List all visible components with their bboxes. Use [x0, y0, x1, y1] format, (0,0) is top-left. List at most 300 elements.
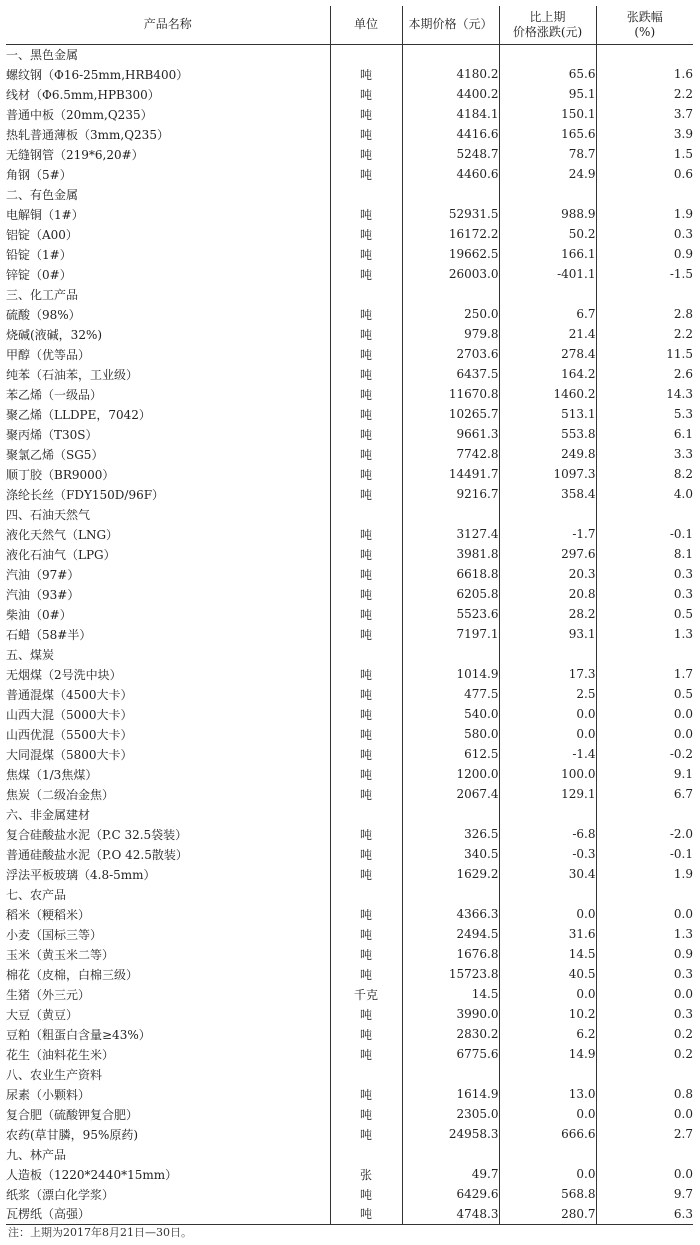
- pct-change-cell: 6.7: [596, 784, 693, 804]
- product-name-cell: 普通硅酸盐水泥（P.O 42.5散装）: [6, 847, 188, 862]
- pct-change-cell: 0.0: [596, 904, 693, 924]
- unit-cell: 吨: [330, 124, 402, 144]
- price-cell: 6618.8: [402, 564, 499, 584]
- table-row: [6, 1184, 693, 1204]
- unit-cell: 吨: [330, 1044, 402, 1064]
- empty-cell: [330, 504, 402, 524]
- product-name-cell: 山西大混（5000大卡）: [6, 707, 133, 722]
- price-cell: 340.5: [402, 844, 499, 864]
- price-cell: 5248.7: [402, 144, 499, 164]
- price-change-cell: 249.8: [499, 444, 596, 464]
- empty-cell: [499, 184, 596, 204]
- table-body: [6, 44, 693, 1224]
- price-change-cell: 24.9: [499, 164, 596, 184]
- empty-cell: [596, 804, 693, 824]
- product-name-cell: 焦炭（二级冶金焦）: [6, 787, 115, 802]
- unit-cell: 张: [330, 1164, 402, 1184]
- price-change-cell: 165.6: [499, 124, 596, 144]
- product-name-cell: 复合肥（硫酸钾复合肥）: [6, 1107, 139, 1122]
- table-row: [6, 964, 693, 984]
- unit-cell: 吨: [330, 484, 402, 504]
- product-name-cell: 复合硅酸盐水泥（P.C 32.5袋装）: [6, 827, 188, 842]
- unit-cell: 吨: [330, 824, 402, 844]
- header-unit: 单位: [330, 6, 402, 44]
- price-cell: 540.0: [402, 704, 499, 724]
- unit-cell: 吨: [330, 844, 402, 864]
- price-cell: 1676.8: [402, 944, 499, 964]
- product-name-cell: 无烟煤（2号洗中块）: [6, 667, 122, 682]
- pct-change-cell: 2.6: [596, 364, 693, 384]
- empty-cell: [499, 884, 596, 904]
- price-change-cell: 568.8: [499, 1184, 596, 1204]
- product-name-cell: 电解铜（1#）: [6, 207, 84, 222]
- unit-cell: 吨: [330, 204, 402, 224]
- empty-cell: [499, 504, 596, 524]
- unit-cell: 吨: [330, 564, 402, 584]
- pct-change-cell: 1.3: [596, 924, 693, 944]
- pct-change-cell: 3.3: [596, 444, 693, 464]
- header-pct-change-line2: (%): [634, 24, 656, 39]
- category-row: [6, 44, 693, 64]
- unit-cell: 吨: [330, 324, 402, 344]
- pct-change-cell: 0.5: [596, 684, 693, 704]
- empty-cell: [596, 1064, 693, 1084]
- unit-cell: 吨: [330, 544, 402, 564]
- empty-cell: [596, 644, 693, 664]
- price-change-cell: 93.1: [499, 624, 596, 644]
- pct-change-cell: -0.2: [596, 744, 693, 764]
- pct-change-cell: 5.3: [596, 404, 693, 424]
- product-name-cell: 甲醇（优等品）: [6, 347, 91, 362]
- product-name-cell: 铝锭（A00）: [6, 227, 78, 242]
- price-change-cell: 0.0: [499, 1164, 596, 1184]
- price-change-cell: 988.9: [499, 204, 596, 224]
- price-cell: 49.7: [402, 1164, 499, 1184]
- unit-cell: 吨: [330, 144, 402, 164]
- category-row: [6, 284, 693, 304]
- empty-cell: [330, 884, 402, 904]
- product-name-cell: 聚氯乙烯（SG5）: [6, 447, 104, 462]
- product-name-cell: 普通混煤（4500大卡）: [6, 687, 133, 702]
- product-name-cell: 螺纹钢（Φ16-25mm,HRB400）: [6, 67, 189, 82]
- pct-change-cell: 0.3: [596, 964, 693, 984]
- pct-change-cell: 14.3: [596, 384, 693, 404]
- unit-cell: 吨: [330, 84, 402, 104]
- product-name-cell: 汽油（97#）: [6, 567, 80, 582]
- table-row: [6, 484, 693, 504]
- pct-change-cell: -0.1: [596, 844, 693, 864]
- price-change-cell: 14.9: [499, 1044, 596, 1064]
- price-change-cell: 20.8: [499, 584, 596, 604]
- product-name-cell: 液化天然气（LNG）: [6, 527, 119, 542]
- price-change-cell: 280.7: [499, 1204, 596, 1224]
- category-row: [6, 1144, 693, 1164]
- table-header-row: [6, 6, 693, 44]
- empty-cell: [499, 284, 596, 304]
- table-row: [6, 1024, 693, 1044]
- pct-change-cell: 0.5: [596, 604, 693, 624]
- category-title: 五、煤炭: [6, 647, 55, 662]
- table-row: [6, 144, 693, 164]
- header-product-name: 产品名称: [143, 17, 192, 32]
- table-row: [6, 724, 693, 744]
- product-name-cell: 棉花（皮棉，白棉三级）: [6, 967, 139, 982]
- pct-change-cell: 0.0: [596, 704, 693, 724]
- empty-cell: [330, 1064, 402, 1084]
- pct-change-cell: 6.1: [596, 424, 693, 444]
- empty-cell: [330, 44, 402, 64]
- price-change-cell: 129.1: [499, 784, 596, 804]
- header-pct-change: [596, 6, 693, 44]
- table-row: [6, 784, 693, 804]
- pct-change-cell: 1.9: [596, 864, 693, 884]
- pct-change-cell: 3.7: [596, 104, 693, 124]
- category-row: [6, 184, 693, 204]
- table-row: [6, 764, 693, 784]
- price-change-cell: 164.2: [499, 364, 596, 384]
- empty-cell: [330, 804, 402, 824]
- unit-cell: 吨: [330, 864, 402, 884]
- price-cell: 24958.3: [402, 1124, 499, 1144]
- pct-change-cell: 6.3: [596, 1204, 693, 1224]
- unit-cell: 吨: [330, 604, 402, 624]
- empty-cell: [330, 1144, 402, 1164]
- empty-cell: [402, 804, 499, 824]
- product-name-cell: 豆粕（粗蛋白含量≥43%）: [6, 1027, 151, 1042]
- category-row: [6, 644, 693, 664]
- product-name-cell: 大同混煤（5800大卡）: [6, 747, 133, 762]
- unit-cell: 吨: [330, 904, 402, 924]
- price-change-cell: 0.0: [499, 724, 596, 744]
- pct-change-cell: 0.8: [596, 1084, 693, 1104]
- unit-cell: 吨: [330, 244, 402, 264]
- table-row: [6, 624, 693, 644]
- price-change-cell: 100.0: [499, 764, 596, 784]
- price-cell: 6775.6: [402, 1044, 499, 1064]
- pct-change-cell: 2.8: [596, 304, 693, 324]
- unit-cell: 吨: [330, 104, 402, 124]
- unit-cell: 吨: [330, 924, 402, 944]
- empty-cell: [402, 1064, 499, 1084]
- price-change-cell: 40.5: [499, 964, 596, 984]
- price-change-cell: 0.0: [499, 984, 596, 1004]
- empty-cell: [596, 504, 693, 524]
- price-cell: 52931.5: [402, 204, 499, 224]
- price-cell: 2494.5: [402, 924, 499, 944]
- price-cell: 9661.3: [402, 424, 499, 444]
- pct-change-cell: 0.0: [596, 1164, 693, 1184]
- price-change-cell: 0.0: [499, 704, 596, 724]
- price-cell: 580.0: [402, 724, 499, 744]
- pct-change-cell: 0.3: [596, 564, 693, 584]
- pct-change-cell: 0.6: [596, 164, 693, 184]
- price-cell: 4400.2: [402, 84, 499, 104]
- category-title: 二、有色金属: [6, 187, 79, 202]
- empty-cell: [596, 884, 693, 904]
- category-row: [6, 884, 693, 904]
- unit-cell: 吨: [330, 344, 402, 364]
- price-change-cell: 14.5: [499, 944, 596, 964]
- empty-cell: [499, 1064, 596, 1084]
- price-cell: 1629.2: [402, 864, 499, 884]
- table-row: [6, 584, 693, 604]
- product-name-cell: 生猪（外三元）: [6, 987, 91, 1002]
- unit-cell: 千克: [330, 984, 402, 1004]
- pct-change-cell: 2.2: [596, 84, 693, 104]
- price-change-cell: -401.1: [499, 264, 596, 284]
- price-change-cell: 513.1: [499, 404, 596, 424]
- price-change-cell: 553.8: [499, 424, 596, 444]
- unit-cell: 吨: [330, 524, 402, 544]
- price-cell: 14.5: [402, 984, 499, 1004]
- price-cell: 7742.8: [402, 444, 499, 464]
- price-change-cell: 278.4: [499, 344, 596, 364]
- table-row: [6, 424, 693, 444]
- product-name-cell: 铅锭（1#）: [6, 247, 72, 262]
- table-row: [6, 824, 693, 844]
- product-name-cell: 液化石油气（LPG）: [6, 547, 116, 562]
- pct-change-cell: -0.1: [596, 524, 693, 544]
- unit-cell: 吨: [330, 224, 402, 244]
- unit-cell: 吨: [330, 304, 402, 324]
- price-cell: 3127.4: [402, 524, 499, 544]
- unit-cell: 吨: [330, 1124, 402, 1144]
- price-cell: 11670.8: [402, 384, 499, 404]
- product-name-cell: 稻米（粳稻米）: [6, 907, 91, 922]
- price-cell: 3981.8: [402, 544, 499, 564]
- table-row: [6, 564, 693, 584]
- pct-change-cell: 0.3: [596, 224, 693, 244]
- price-change-cell: 28.2: [499, 604, 596, 624]
- table-row: [6, 104, 693, 124]
- price-cell: 2067.4: [402, 784, 499, 804]
- pct-change-cell: 1.6: [596, 64, 693, 84]
- table-row: [6, 164, 693, 184]
- product-name-cell: 浮法平板玻璃（4.8-5mm）: [6, 867, 156, 882]
- pct-change-cell: 0.0: [596, 1104, 693, 1124]
- price-change-cell: 30.4: [499, 864, 596, 884]
- category-row: [6, 504, 693, 524]
- price-cell: 9216.7: [402, 484, 499, 504]
- unit-cell: 吨: [330, 424, 402, 444]
- product-name-cell: 聚丙烯（T30S）: [6, 427, 98, 442]
- empty-cell: [596, 44, 693, 64]
- price-cell: 4460.6: [402, 164, 499, 184]
- empty-cell: [402, 644, 499, 664]
- pct-change-cell: 0.9: [596, 244, 693, 264]
- empty-cell: [402, 184, 499, 204]
- price-cell: 4180.2: [402, 64, 499, 84]
- table-row: [6, 524, 693, 544]
- price-cell: 1614.9: [402, 1084, 499, 1104]
- table-row: [6, 1204, 693, 1224]
- price-change-cell: 13.0: [499, 1084, 596, 1104]
- price-change-cell: 358.4: [499, 484, 596, 504]
- pct-change-cell: 9.7: [596, 1184, 693, 1204]
- product-name-cell: 大豆（黄豆）: [6, 1007, 79, 1022]
- price-change-cell: 21.4: [499, 324, 596, 344]
- table-row: [6, 224, 693, 244]
- pct-change-cell: 8.1: [596, 544, 693, 564]
- price-cell: 4366.3: [402, 904, 499, 924]
- price-cell: 14491.7: [402, 464, 499, 484]
- price-cell: 612.5: [402, 744, 499, 764]
- unit-cell: 吨: [330, 264, 402, 284]
- product-name-cell: 瓦楞纸（高强）: [6, 1207, 91, 1222]
- pct-change-cell: 0.2: [596, 1044, 693, 1064]
- pct-change-cell: 1.9: [596, 204, 693, 224]
- price-change-cell: -1.7: [499, 524, 596, 544]
- category-title: 八、农业生产资料: [6, 1067, 103, 1082]
- unit-cell: 吨: [330, 744, 402, 764]
- product-name-cell: 涤纶长丝（FDY150D/96F）: [6, 487, 165, 502]
- price-change-cell: 2.5: [499, 684, 596, 704]
- unit-cell: 吨: [330, 964, 402, 984]
- product-name-cell: 硫酸（98%）: [6, 307, 81, 322]
- empty-cell: [402, 44, 499, 64]
- table-row: [6, 64, 693, 84]
- product-name-cell: 汽油（93#）: [6, 587, 80, 602]
- table-row: [6, 264, 693, 284]
- header-current-price: 本期价格（元）: [402, 6, 499, 44]
- product-name-cell: 锌锭（0#）: [6, 267, 72, 282]
- empty-cell: [499, 644, 596, 664]
- unit-cell: 吨: [330, 364, 402, 384]
- product-name-cell: 焦煤（1/3焦煤）: [6, 767, 98, 782]
- empty-cell: [402, 884, 499, 904]
- empty-cell: [330, 284, 402, 304]
- header-pct-change-line1: 张跌幅: [626, 9, 663, 24]
- pct-change-cell: 1.7: [596, 664, 693, 684]
- category-title: 六、非金属建材: [6, 807, 91, 822]
- product-name-cell: 聚乙烯（LLDPE，7042）: [6, 407, 151, 422]
- header-price-change-line2: 价格涨跌(元): [512, 24, 583, 39]
- table-row: [6, 304, 693, 324]
- product-name-cell: 石蜡（58#半）: [6, 627, 92, 642]
- table-row: [6, 544, 693, 564]
- table-row: [6, 1124, 693, 1144]
- price-change-cell: 0.0: [499, 1104, 596, 1124]
- table-row: [6, 1104, 693, 1124]
- table-row: [6, 404, 693, 424]
- unit-cell: 吨: [330, 664, 402, 684]
- unit-cell: 吨: [330, 624, 402, 644]
- table-row: [6, 1004, 693, 1024]
- table-row: [6, 844, 693, 864]
- pct-change-cell: -1.5: [596, 264, 693, 284]
- price-cell: 477.5: [402, 684, 499, 704]
- pct-change-cell: 1.5: [596, 144, 693, 164]
- price-cell: 326.5: [402, 824, 499, 844]
- table-row: [6, 464, 693, 484]
- product-name-cell: 无缝钢管（219*6,20#）: [6, 147, 144, 162]
- unit-cell: 吨: [330, 584, 402, 604]
- empty-cell: [499, 804, 596, 824]
- table-row: [6, 704, 693, 724]
- pct-change-cell: 0.0: [596, 984, 693, 1004]
- pct-change-cell: 8.2: [596, 464, 693, 484]
- unit-cell: 吨: [330, 724, 402, 744]
- pct-change-cell: -2.0: [596, 824, 693, 844]
- pct-change-cell: 4.0: [596, 484, 693, 504]
- pct-change-cell: 0.9: [596, 944, 693, 964]
- table-row: [6, 124, 693, 144]
- header-price-change-line1: 比上期: [529, 9, 566, 24]
- product-name-cell: 柴油（0#）: [6, 607, 72, 622]
- header-price-change: [499, 6, 596, 44]
- table-row: [6, 444, 693, 464]
- price-change-cell: 95.1: [499, 84, 596, 104]
- price-change-cell: 166.1: [499, 244, 596, 264]
- product-name-cell: 农药(草甘膦，95%原药): [6, 1127, 139, 1142]
- unit-cell: 吨: [330, 1004, 402, 1024]
- price-change-cell: 0.0: [499, 904, 596, 924]
- price-change-cell: 10.2: [499, 1004, 596, 1024]
- empty-cell: [596, 184, 693, 204]
- price-change-cell: 20.3: [499, 564, 596, 584]
- table-row: [6, 1084, 693, 1104]
- pct-change-cell: 0.0: [596, 724, 693, 744]
- table-row: [6, 324, 693, 344]
- table-row: [6, 604, 693, 624]
- table-row: [6, 1044, 693, 1064]
- price-change-cell: -6.8: [499, 824, 596, 844]
- pct-change-cell: 0.3: [596, 584, 693, 604]
- unit-cell: 吨: [330, 944, 402, 964]
- pct-change-cell: 11.5: [596, 344, 693, 364]
- price-cell: 4416.6: [402, 124, 499, 144]
- pct-change-cell: 3.9: [596, 124, 693, 144]
- empty-cell: [499, 1144, 596, 1164]
- table-row: [6, 864, 693, 884]
- price-change-cell: 1097.3: [499, 464, 596, 484]
- price-cell: 250.0: [402, 304, 499, 324]
- table-row: [6, 944, 693, 964]
- product-name-cell: 玉米（黄玉米二等）: [6, 947, 115, 962]
- category-row: [6, 1064, 693, 1084]
- empty-cell: [499, 44, 596, 64]
- price-cell: 979.8: [402, 324, 499, 344]
- unit-cell: 吨: [330, 1104, 402, 1124]
- price-change-cell: -0.3: [499, 844, 596, 864]
- price-change-cell: 17.3: [499, 664, 596, 684]
- price-change-cell: 666.6: [499, 1124, 596, 1144]
- table-row: [6, 384, 693, 404]
- empty-cell: [402, 1144, 499, 1164]
- unit-cell: 吨: [330, 444, 402, 464]
- unit-cell: 吨: [330, 1084, 402, 1104]
- product-name-cell: 普通中板（20mm,Q235）: [6, 107, 153, 122]
- price-cell: 10265.7: [402, 404, 499, 424]
- product-name-cell: 花生（油料花生米）: [6, 1047, 115, 1062]
- table-row: [6, 204, 693, 224]
- price-change-cell: 65.6: [499, 64, 596, 84]
- product-name-cell: 线材（Φ6.5mm,HPB300）: [6, 87, 160, 102]
- product-name-cell: 烧碱(液碱，32%): [6, 327, 103, 342]
- unit-cell: 吨: [330, 764, 402, 784]
- product-name-cell: 顺丁胶（BR9000）: [6, 467, 115, 482]
- empty-cell: [330, 644, 402, 664]
- table-row: [6, 664, 693, 684]
- product-name-cell: 角钢（5#）: [6, 167, 72, 182]
- product-name-cell: 尿素（小颗料）: [6, 1087, 91, 1102]
- price-cell: 1014.9: [402, 664, 499, 684]
- empty-cell: [330, 184, 402, 204]
- price-cell: 6437.5: [402, 364, 499, 384]
- category-title: 三、化工产品: [6, 287, 79, 302]
- pct-change-cell: 0.2: [596, 1024, 693, 1044]
- pct-change-cell: 2.7: [596, 1124, 693, 1144]
